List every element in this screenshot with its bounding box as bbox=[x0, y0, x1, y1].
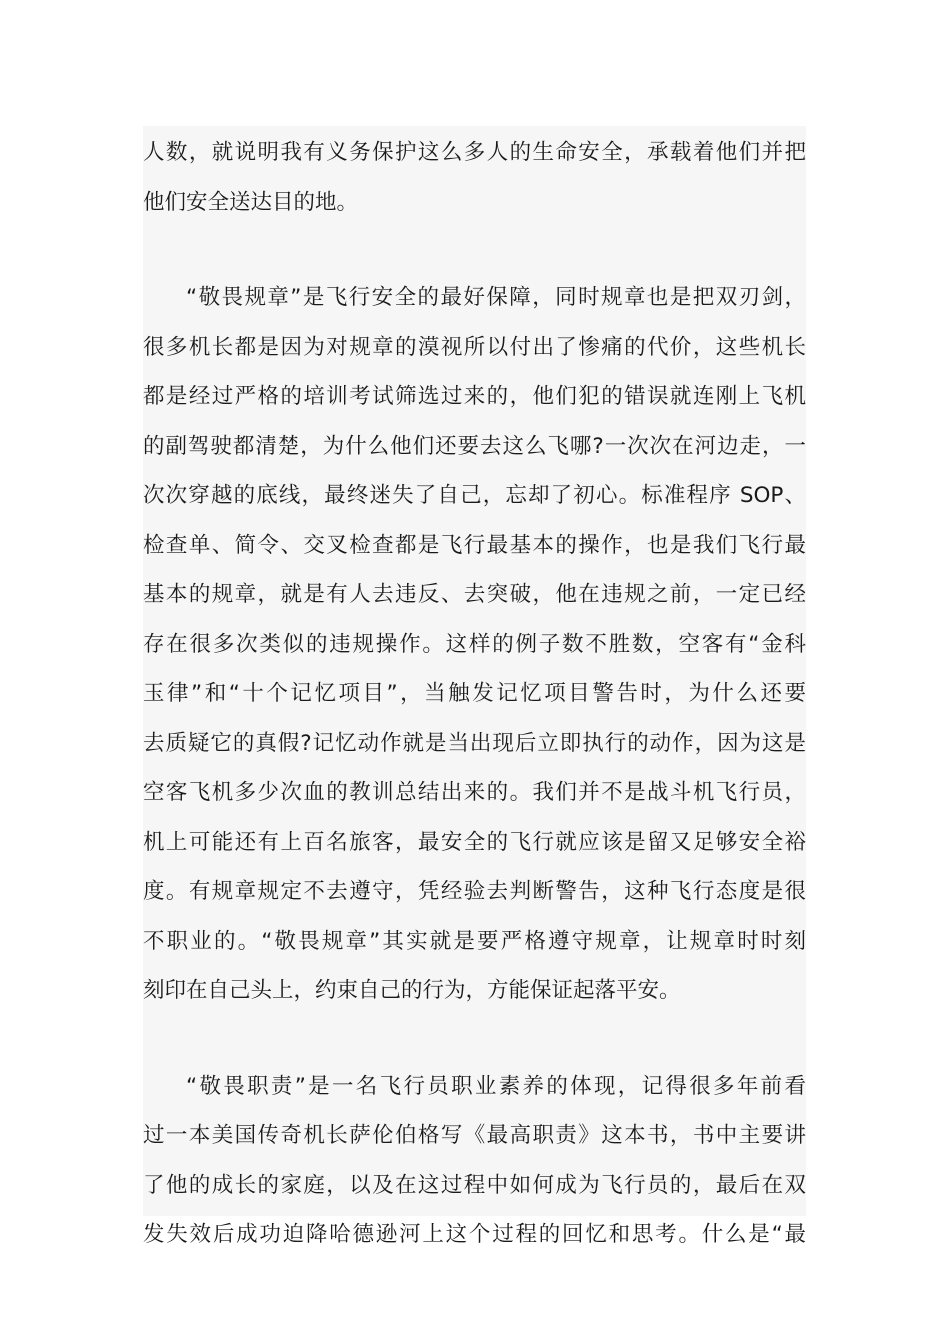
text-line: 很多机长都是因为对规章的漠视所以付出了惨痛的代价，这些机长 bbox=[143, 334, 806, 360]
text-line: 刻印在自己头上，约束自己的行为，方能保证起落平安。 bbox=[143, 978, 681, 1003]
text-line: 检查单、简令、交叉检查都是飞行最基本的操作，也是我们飞行最 bbox=[143, 532, 806, 558]
text-line: 机上可能还有上百名旅客，最安全的飞行就应该是留又足够安全裕 bbox=[143, 829, 806, 855]
text-line: “敬畏职责”是一名飞行员职业素养的体现，记得很多年前看 bbox=[186, 1073, 806, 1099]
text-line: 基本的规章，就是有人去违反、去突破，他在违规之前，一定已经 bbox=[143, 582, 806, 607]
text-line: 他们安全送达目的地。 bbox=[143, 189, 359, 215]
text-line: 空客飞机多少次血的教训总结出来的。我们并不是战斗机飞行员， bbox=[143, 780, 806, 805]
text-line: 玉律”和“十个记忆项目”，当触发记忆项目警告时，为什么还要 bbox=[143, 681, 806, 706]
text-line: 发失效后成功迫降哈德逊河上这个过程的回忆和思考。什么是“最 bbox=[143, 1222, 806, 1247]
text-line: 次次穿越的底线，最终迷失了自己，忘却了初心。标准程序 SOP、 bbox=[143, 483, 806, 508]
text-line: 过一本美国传奇机长萨伦伯格写《最高职责》这本书，书中主要讲 bbox=[143, 1123, 806, 1148]
text-line: 人数，就说明我有义务保护这么多人的生命安全，承载着他们并把 bbox=[143, 140, 806, 165]
text-line: 去质疑它的真假?记忆动作就是当出现后立即执行的动作，因为这是 bbox=[143, 730, 806, 756]
text-line: 了他的成长的家庭，以及在这过程中如何成为飞行员的，最后在双 bbox=[143, 1172, 806, 1198]
paragraph-3 bbox=[143, 1062, 806, 1260]
text-line: 度。有规章规定不去遵守，凭经验去判断警告，这种飞行态度是很 bbox=[143, 879, 806, 904]
text-line: “敬畏规章”是飞行安全的最好保障，同时规章也是把双刃剑， bbox=[186, 285, 806, 310]
text-line: 不职业的。“敬畏规章”其实就是要严格遵守规章，让规章时时刻 bbox=[143, 928, 806, 954]
document-body bbox=[143, 126, 806, 1247]
text-line: 的副驾驶都清楚，为什么他们还要去这么飞哪?一次次在河边走，一 bbox=[143, 433, 806, 459]
paragraph-1 bbox=[143, 126, 806, 227]
text-line: 都是经过严格的培训考试筛选过来的，他们犯的错误就连刚上飞机 bbox=[143, 384, 806, 409]
paragraph-2 bbox=[143, 273, 806, 1016]
text-line: 存在很多次类似的违规操作。这样的例子数不胜数，空客有“金科 bbox=[143, 631, 806, 657]
